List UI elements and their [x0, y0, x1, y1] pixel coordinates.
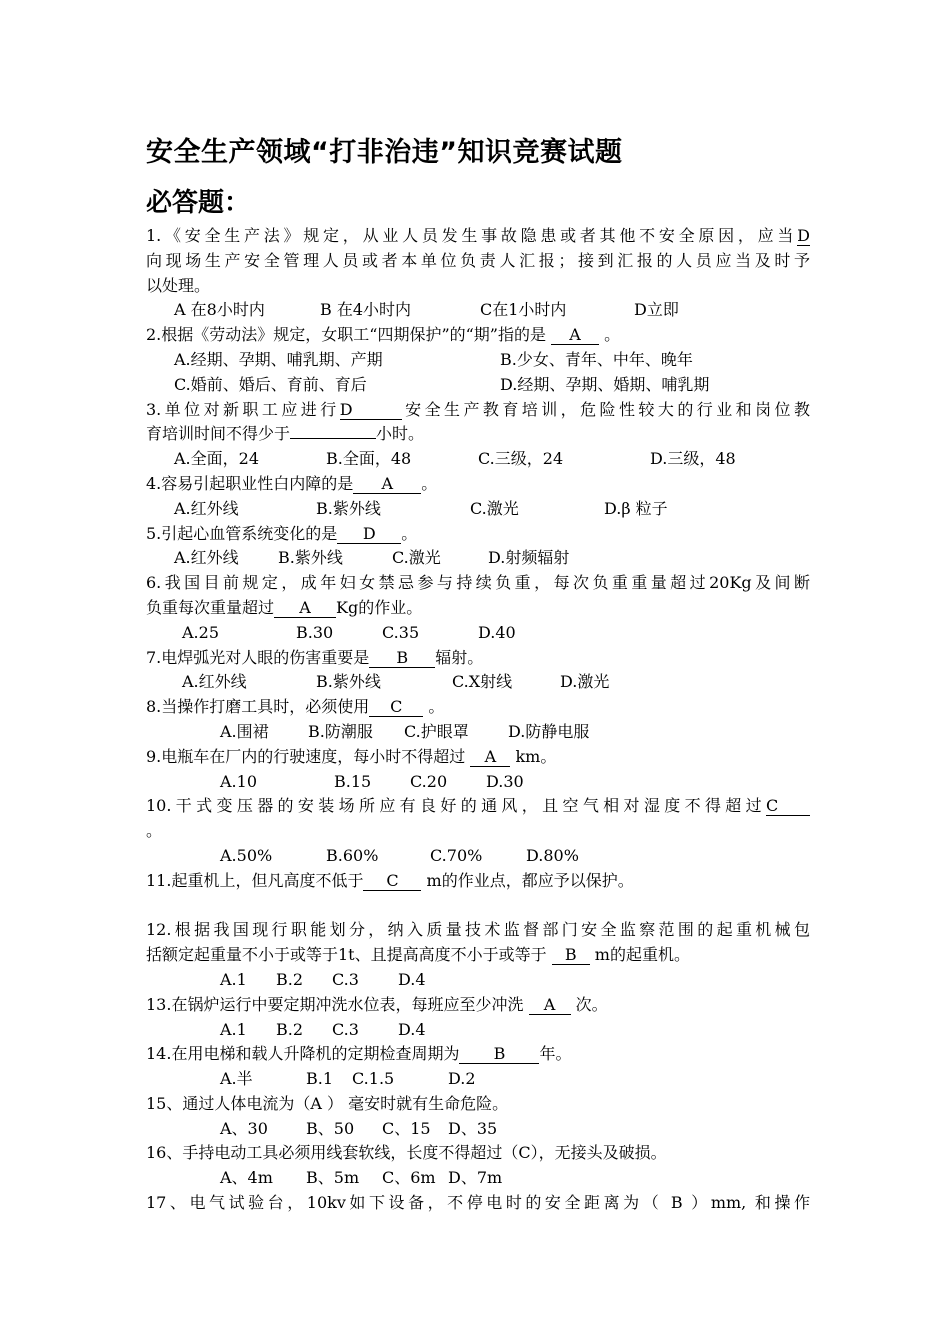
question-text: 3.单位对新职工应进行 — [146, 399, 340, 419]
answer-blank: A — [470, 748, 510, 767]
option-c: C.3 — [332, 1019, 359, 1039]
question-text-end: 次。 — [570, 994, 608, 1014]
question-text: 7.电焊弧光对人眼的伤害重要是 — [146, 647, 370, 667]
answer-blank: B — [459, 1045, 539, 1064]
question-7-options — [146, 670, 810, 695]
question-3-line-2 — [146, 422, 810, 447]
answer-blank: C — [363, 872, 421, 891]
question-14 — [146, 1042, 810, 1067]
document-title: 安全生产领域“打非治违”知识竞赛试题 — [146, 137, 623, 168]
option-b: B.15 — [334, 771, 372, 791]
question-text: 13.在锅炉运行中要定期冲洗水位表，每班应至少冲洗 — [146, 994, 529, 1014]
question-text-end: 。 — [599, 325, 621, 345]
option-c: C、6m — [382, 1168, 436, 1188]
option-c: C、15 — [382, 1118, 431, 1138]
question-6-options — [146, 621, 810, 646]
option-a: A.25 — [182, 622, 219, 642]
question-text-end: 辐射。 — [435, 647, 484, 667]
option-a: A.围裙 — [220, 721, 269, 741]
option-a: A.1 — [220, 1019, 247, 1039]
option-d: D.4 — [398, 1019, 426, 1039]
question-16: 16、手持电动工具必须用线套软线，长度不得超过（C），无接头及破损。 — [146, 1143, 667, 1163]
question-text: 9.电瓶车在厂内的行驶速度，每小时不得超过 — [146, 746, 471, 766]
question-text-end: km。 — [510, 746, 557, 766]
option-d: D.射频辐射 — [488, 548, 570, 568]
option-d: D.4 — [398, 969, 426, 989]
spacer — [146, 894, 810, 919]
option-d: D.三级，48 — [650, 449, 736, 469]
option-b: B.60% — [326, 845, 379, 865]
option-c: C.70% — [430, 845, 483, 865]
option-d: D立即 — [634, 300, 679, 320]
question-4 — [146, 472, 810, 497]
option-a: A.50% — [220, 845, 273, 865]
question-16-options — [146, 1166, 810, 1191]
question-13-options — [146, 1018, 810, 1043]
option-b: B、50 — [306, 1118, 355, 1138]
question-9 — [146, 745, 810, 770]
option-b: B.2 — [276, 1019, 304, 1039]
answer-blank: D — [797, 226, 810, 245]
question-3-options — [146, 447, 810, 472]
question-text: 5.引起心血管系统变化的是 — [146, 523, 338, 543]
question-text: 8.当操作打磨工具时，必须使用 — [146, 697, 370, 717]
option-c: C在1小时内 — [480, 300, 567, 320]
option-c: C.3 — [332, 969, 359, 989]
answer-blank: B — [369, 649, 435, 668]
answer-blank: C — [766, 797, 810, 816]
option-a: A.经期、孕期、哺乳期、产期 — [174, 349, 383, 369]
option-a: A.1 — [220, 969, 247, 989]
option-a: A、30 — [220, 1118, 268, 1138]
answer-blank: D — [337, 525, 401, 544]
option-c: C.X射线 — [452, 672, 513, 692]
question-12-line-2 — [146, 943, 810, 968]
question-text: 2.根据《劳动法》规定，女职工“四期保护”的“期”指的是 — [146, 325, 552, 345]
option-a: A、4m — [220, 1168, 273, 1188]
option-b: B.2 — [276, 969, 304, 989]
option-b: B.防潮服 — [308, 721, 373, 741]
answer-blank: A — [353, 475, 421, 494]
option-d: D、35 — [448, 1118, 498, 1138]
answer-blank: A — [529, 996, 571, 1015]
question-text: 育培训时间不得少于 — [146, 424, 291, 444]
option-a: A.半 — [220, 1069, 253, 1089]
question-text-end: 安全生产教育培训，危险性较大的行业和岗位教 — [401, 399, 810, 419]
question-5-options — [146, 546, 810, 571]
option-b: B.少女、青年、中年、晚年 — [500, 349, 693, 369]
question-text-end: 。 — [401, 523, 418, 543]
section-heading: 必答题： — [146, 188, 251, 218]
question-text-end: 。 — [421, 473, 438, 493]
question-10-line-2: 。 — [146, 821, 163, 841]
option-d: D.30 — [486, 771, 524, 791]
question-17: 17、电气试验台，10kv如下设备，不停电时的安全距离为（ B ）mm, 和操作 — [146, 1193, 810, 1213]
question-text: 14.在用电梯和载人升降机的定期检查周期为 — [146, 1044, 460, 1064]
option-b: B.30 — [296, 622, 334, 642]
option-c: C.激光 — [392, 548, 441, 568]
question-8-options — [146, 720, 810, 745]
question-text-end: m的作业点，都应予以保护。 — [421, 870, 634, 890]
question-15: 15、通过人体电流为（A ） 毫安时就有生命危险。 — [146, 1093, 509, 1113]
option-b: B.紫外线 — [278, 548, 343, 568]
option-a: A.红外线 — [174, 548, 239, 568]
answer-blank: B — [552, 946, 590, 965]
question-10-options — [146, 844, 810, 869]
option-c: C.激光 — [470, 498, 519, 518]
question-11 — [146, 869, 810, 894]
question-1-options — [146, 298, 810, 323]
question-8 — [146, 695, 810, 720]
option-b: B.紫外线 — [316, 672, 381, 692]
option-d: D、7m — [448, 1168, 503, 1188]
question-text: 负重每次重量超过 — [146, 597, 275, 617]
option-d: D.激光 — [560, 672, 610, 692]
question-text-end: m的起重机。 — [589, 945, 690, 965]
question-text-end: 小时。 — [376, 424, 425, 444]
question-9-options — [146, 770, 810, 795]
question-13 — [146, 993, 810, 1018]
option-d: D.40 — [478, 622, 516, 642]
question-12-options — [146, 968, 810, 993]
option-c: C.护眼罩 — [404, 721, 469, 741]
empty-blank — [290, 438, 376, 439]
option-b: B、5m — [306, 1168, 360, 1188]
option-c: C.35 — [382, 622, 420, 642]
question-2-options-row-2 — [146, 373, 810, 398]
question-15-options — [146, 1117, 810, 1142]
option-b: B.1 — [306, 1069, 334, 1089]
question-text: 10.干式变压器的安装场所应有良好的通风，且空气相对湿度不得超过 — [146, 796, 766, 816]
question-text: 11.起重机上，但凡高度不低于 — [146, 870, 364, 890]
question-14-options — [146, 1067, 810, 1092]
option-d: D.2 — [448, 1069, 476, 1089]
option-d: D.防静电服 — [508, 721, 590, 741]
question-12-line-1: 12.根据我国现行职能划分，纳入质量技术监督部门安全监察范围的起重机械包 — [146, 920, 810, 940]
option-a: A.10 — [220, 771, 257, 791]
answer-blank: A — [551, 326, 599, 345]
question-6-line-1: 6.我国目前规定，成年妇女禁忌参与持续负重，每次负重重量超过20Kg及间断 — [146, 573, 810, 593]
option-d: D.β 粒子 — [604, 498, 668, 518]
option-b: B.紫外线 — [316, 498, 381, 518]
answer-blank: A — [274, 599, 336, 618]
question-7 — [146, 646, 810, 671]
question-text: 括额定起重量不小于或等于1t、且提高高度不小于或等于 — [146, 945, 552, 965]
question-2-options-row-1 — [146, 348, 810, 373]
question-text-end: 。 — [423, 697, 445, 717]
question-text-end: 年。 — [539, 1044, 572, 1064]
answer-blank: D — [340, 401, 402, 420]
question-1-line-2: 向现场生产安全管理人员或者本单位负责人汇报；接到汇报的人员应当及时予 — [146, 250, 810, 270]
question-5 — [146, 522, 810, 547]
question-list — [146, 224, 810, 1216]
question-text: 1.《安全生产法》规定，从业人员发生事故隐患或者其他不安全原因，应当 — [146, 226, 798, 245]
option-c: C.1.5 — [352, 1069, 395, 1089]
option-c: C.20 — [410, 771, 448, 791]
question-2 — [146, 323, 810, 348]
question-text-end: Kg的作业。 — [336, 597, 423, 617]
option-c: C.三级，24 — [478, 449, 564, 469]
option-a: A 在8小时内 — [174, 300, 265, 320]
question-text: 4.容易引起职业性白内障的是 — [146, 473, 354, 493]
option-d: D.经期、孕期、婚期、哺乳期 — [500, 374, 710, 394]
question-10-line-1 — [146, 794, 810, 819]
option-a: A.红外线 — [174, 498, 239, 518]
option-b: B.全面，48 — [326, 449, 412, 469]
question-1-line-1 — [146, 224, 810, 249]
question-6-line-2 — [146, 596, 810, 621]
question-3-line-1 — [146, 398, 810, 423]
option-b: B 在4小时内 — [320, 300, 412, 320]
option-a: A.红外线 — [182, 672, 247, 692]
question-1-line-3: 以处理。 — [146, 275, 211, 295]
option-d: D.80% — [526, 845, 579, 865]
question-4-options — [146, 497, 810, 522]
option-a: A.全面，24 — [174, 449, 260, 469]
option-c: C.婚前、婚后、育前、育后 — [174, 374, 367, 394]
answer-blank: C — [369, 698, 423, 717]
